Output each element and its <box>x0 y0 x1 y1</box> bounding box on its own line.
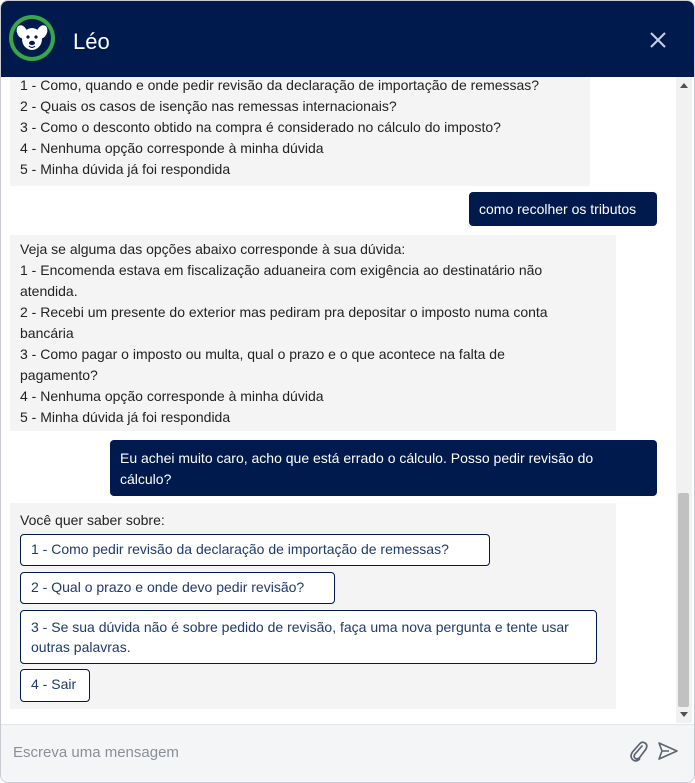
message-input[interactable] <box>11 737 595 767</box>
bot-message-text: 4 - Nenhuma opção corresponde à minha dúvida <box>20 388 324 404</box>
chat-title: Léo <box>73 29 110 54</box>
message-composer <box>1 724 694 783</box>
bot-option-text: 2 - Quais os casos de isenção nas remessas internacionais? <box>20 98 397 114</box>
chat-header <box>1 1 694 77</box>
message-list <box>1 77 676 723</box>
bot-option-text: 1 - Como, quando e onde pedir revisão da declaração de importação de remessas? <box>20 77 540 93</box>
avatar <box>9 15 55 61</box>
user-message: Eu achei muito caro, acho que está errado o cálculo. Posso pedir revisão do cálculo? <box>110 440 657 496</box>
bot-message-text: 3 - Como pagar o imposto ou multa, qual o prazo e o que acontece na falta de <box>20 346 505 362</box>
option-button-deadline[interactable]: 2 - Qual o prazo e onde devo pedir revisão? <box>20 572 335 604</box>
bot-message-text: bancária <box>20 325 74 341</box>
send-icon[interactable] <box>657 741 679 761</box>
user-message: como recolher os tributos <box>469 192 657 226</box>
bot-option-text: 3 - Como o desconto obtido na compra é considerado no cálculo do imposto? <box>20 119 501 135</box>
bot-intro-text: Você quer saber sobre: <box>20 512 165 528</box>
bot-option-text: 5 - Minha dúvida já foi respondida <box>20 161 231 177</box>
bot-message-text: atendida. <box>20 283 78 299</box>
option-button-new-question[interactable]: 3 - Se sua dúvida não é sobre pedido de revisão, faça uma nova pergunta e tente usar outras palavras. <box>20 610 597 664</box>
scroll-down-arrow-icon[interactable] <box>680 712 688 717</box>
option-button-revision[interactable]: 1 - Como pedir revisão da declaração de importação de remessas? <box>20 534 490 566</box>
bot-message <box>10 235 616 431</box>
scrollbar[interactable] <box>676 77 692 723</box>
scroll-up-arrow-icon[interactable] <box>680 83 688 88</box>
bot-message-text: pagamento? <box>20 367 98 383</box>
paperclip-icon[interactable] <box>627 739 649 763</box>
bot-message <box>10 77 590 186</box>
bot-message-text: 5 - Minha dúvida já foi respondida <box>20 409 231 425</box>
bot-message-text: 1 - Encomenda estava em fiscalização aduaneira com exigência ao destinatário não <box>20 262 543 278</box>
scrollbar-thumb[interactable] <box>678 493 689 707</box>
bot-message-text: 2 - Recebi um presente do exterior mas pediram pra depositar o imposto numa conta <box>20 304 548 320</box>
option-button-exit[interactable]: 4 - Sair <box>20 669 90 702</box>
close-icon[interactable] <box>648 30 668 50</box>
dog-face-icon <box>13 19 51 57</box>
bot-option-text: 4 - Nenhuma opção corresponde à minha dúvida <box>20 140 324 156</box>
bot-message-text: Veja se alguma das opções abaixo corresponde à sua dúvida: <box>20 241 406 257</box>
